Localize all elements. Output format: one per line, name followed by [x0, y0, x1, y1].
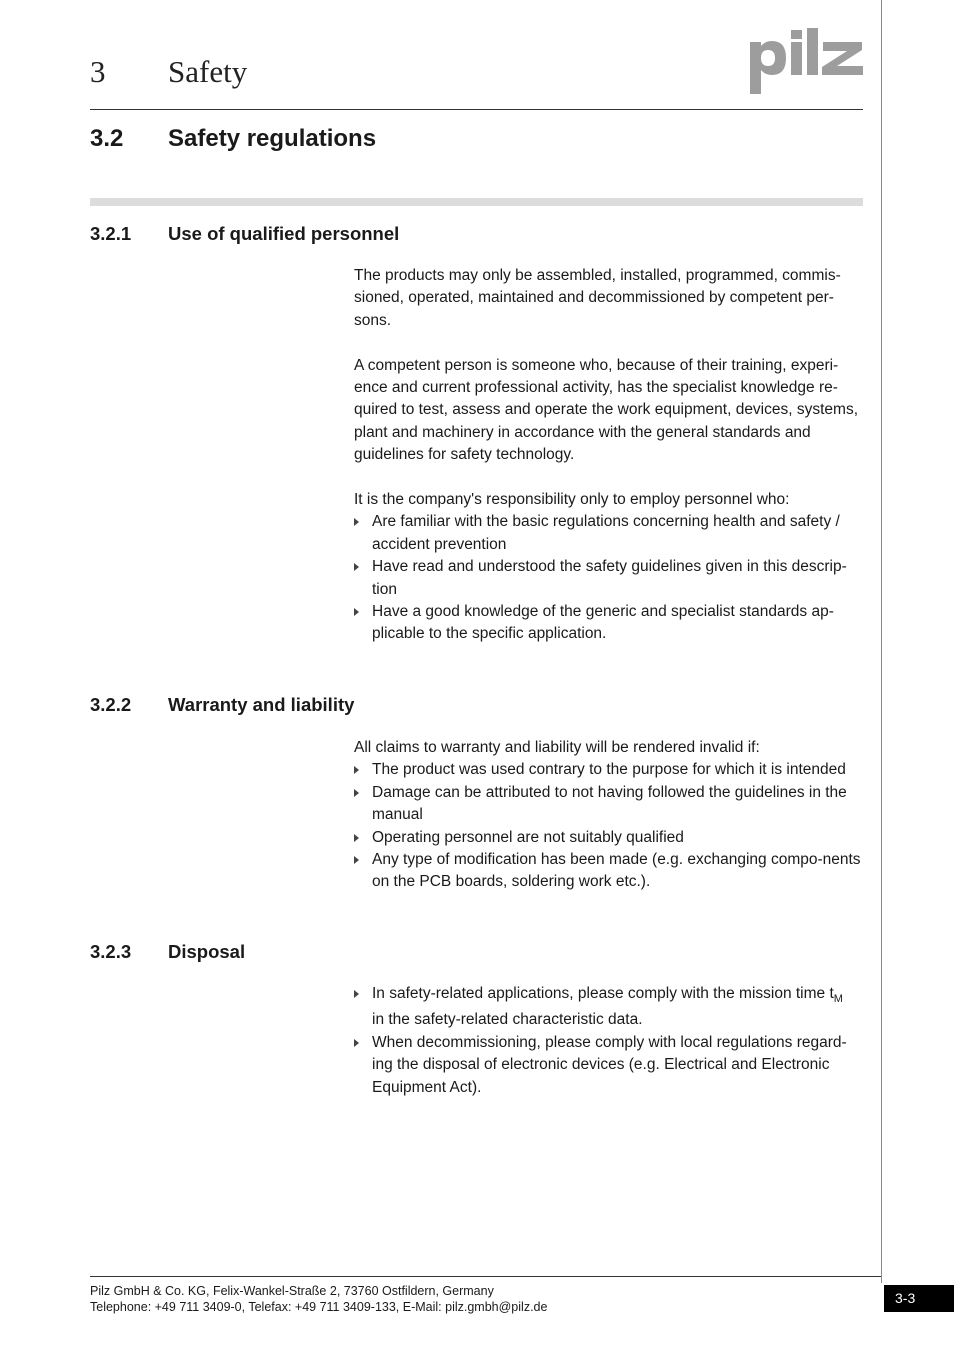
triangle-bullet-icon: [354, 518, 359, 526]
list-item-text: When decommissioning, please comply with local regulations regard-ing the disposal of electronic devices (e.g. Electrical and Electronic Equipment Act).: [372, 1033, 847, 1096]
triangle-bullet-icon: [354, 834, 359, 842]
page-edge-line: [881, 0, 882, 1283]
subsection-body-warranty: [354, 737, 866, 894]
list-item: [354, 759, 866, 781]
triangle-bullet-icon: [354, 1039, 359, 1047]
footer-address: Pilz GmbH & Co. KG, Felix-Wankel-Straße 2, 73760 Ostfildern, Germany: [90, 1284, 494, 1298]
list-item: [354, 983, 866, 1032]
paragraph: All claims to warranty and liability will be rendered invalid if:: [354, 739, 760, 756]
list-item: [354, 556, 866, 601]
section-title: Safety regulations: [168, 125, 377, 152]
bullet-list: [354, 511, 866, 645]
list-item-text: The product was used contrary to the purpose for which it is intended: [372, 761, 846, 779]
chapter-title: Safety: [168, 54, 248, 89]
list-item-text: Operating personnel are not suitably qualified: [372, 828, 684, 846]
subsection-number: 3.2.2: [90, 694, 132, 715]
triangle-bullet-icon: [354, 608, 359, 616]
page-number-badge: 3-3: [884, 1285, 954, 1312]
subsection-number: 3.2.1: [90, 223, 132, 244]
chapter-number: 3: [90, 54, 106, 89]
paragraph: A competent person is someone who, because of their training, experi-ence and current professional activity, has the specialist knowledge re-quired to test, assess and operate the work equipment, devices, systems, plant and machinery in accordance with the general standards and guidelines for safety technology.: [354, 356, 859, 464]
section-number: 3.2: [90, 125, 124, 152]
pilz-logo: [748, 28, 864, 94]
triangle-bullet-icon: [354, 789, 359, 797]
triangle-bullet-icon: [354, 990, 359, 998]
subsection-title: Warranty and liability: [168, 694, 355, 715]
subsection-body-disposal: [354, 983, 866, 1099]
list-item-text: Damage can be attributed to not having followed the guidelines in the manual: [372, 783, 847, 824]
paragraph: It is the company's responsibility only to employ personnel who:: [354, 491, 790, 509]
list-item-text: Are familiar with the basic regulations concerning health and safety / accident prevention: [372, 513, 840, 553]
triangle-bullet-icon: [354, 563, 359, 571]
list-item: [354, 849, 866, 894]
list-item: [354, 782, 866, 827]
bullet-list: [354, 983, 866, 1099]
subsection-body-qualified-personnel: [354, 265, 866, 646]
list-item: [354, 511, 866, 556]
subsection-title: Use of qualified personnel: [168, 223, 400, 244]
bullet-list: [354, 759, 866, 893]
section-divider-bar: [90, 198, 863, 206]
list-item-text: In safety-related applications, please comply with the mission time t: [372, 985, 834, 1002]
list-item: [354, 827, 866, 849]
footer-rule: [90, 1276, 881, 1277]
triangle-bullet-icon: [354, 766, 359, 774]
paragraph: The products may only be assembled, installed, programmed, commis-sioned, operated, maintained and decommissioned by competent per-sons.: [354, 267, 841, 329]
subscript-m: M: [833, 993, 843, 1005]
triangle-bullet-icon: [354, 856, 359, 864]
list-item-text: Any type of modification has been made (e.g. exchanging compo-nents on the PCB boards, soldering work etc.).: [372, 851, 861, 891]
header-rule: [90, 109, 863, 110]
list-item-text: Have read and understood the safety guidelines given in this descrip-tion: [372, 558, 847, 598]
list-item: [354, 601, 866, 646]
footer-contact: Telephone: +49 711 3409-0, Telefax: +49 711 3409-133, E-Mail: pilz.gmbh@pilz.de: [90, 1300, 548, 1314]
list-item-text-continued: in the safety-related characteristic data.: [372, 1011, 643, 1029]
list-item-text: Have a good knowledge of the generic and specialist standards ap-plicable to the specific application.: [372, 603, 834, 643]
subsection-number: 3.2.3: [90, 941, 132, 962]
list-item: [354, 1032, 866, 1099]
subsection-title: Disposal: [168, 941, 246, 962]
